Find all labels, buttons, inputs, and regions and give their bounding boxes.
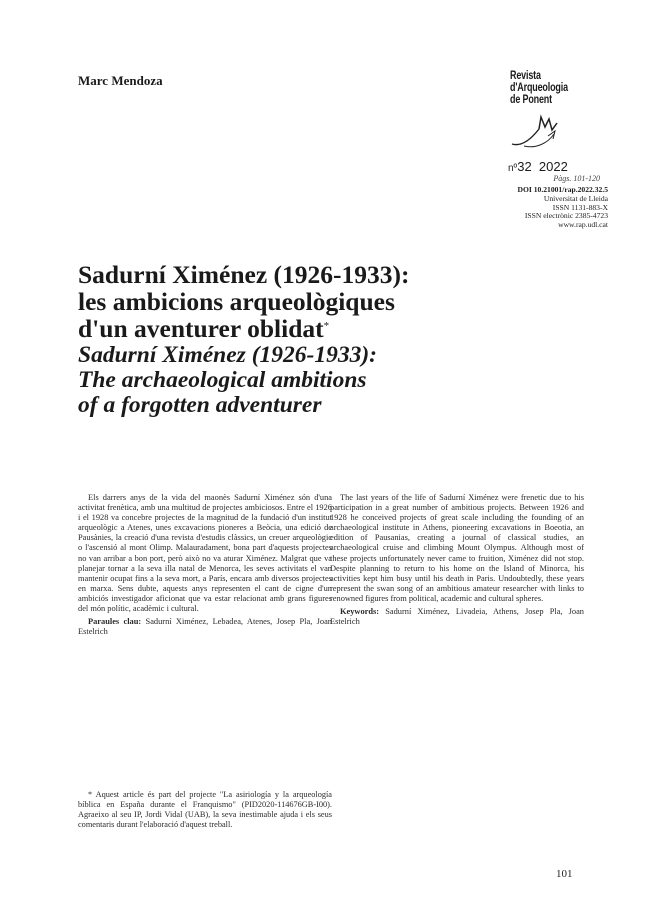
website-link[interactable]: www.rap.udl.cat (558, 220, 608, 230)
page-number: 101 (556, 868, 573, 880)
issn: ISSN 1131-883-X (552, 202, 608, 212)
title-line: The archaeological ambitions (78, 367, 367, 393)
issue-year: 2022 (538, 159, 568, 174)
keywords-label: Paraules clau: (88, 617, 142, 627)
abstract-text: Els darrers anys de la vida del maonès Sadurní Ximénez són d'una activitat frenètica, amb una multitud de projectes ambiciosos. Entre el 1926 i el 1928 va concebre projectes de la magnitud de la fundació d'un institut arqueològic a Atenes, unes excavacions pioneres a Beòcia, una edició de Pausànies, la creació d'una revista d'estudis clàssics, un creuer arqueològic o l'ascensió al mont Olimp. Malauradament, bona part d'aquests projectes no van arribar a bon port, però això no va aturar Ximénez. Malgrat que va planejar tornar a la seva illa natal de Menorca, les seves activitats el van mantenir ocupat fins a la seva mort, a París, encara amb diversos projectes en marxa. Sens dubte, aquests anys representen el cant de cigne d'un ambiciós investigador aficionat que va estar relacionat amb grans figures del món polític, acadèmic i cultural. (78, 493, 332, 614)
title-catalan (78, 261, 518, 342)
abstract-text: The last years of the life of Sadurní Ximénez were frenetic due to his participation in a great number of ambitious projects. Between 1926 and 1928 he conceived projects of great scale including the founding of an archaeological institute in Athens, pioneering excavations in Boeotia, an edition of Pausanias, creating a journal of classical studies, an archaeological cruise and climbing Mount Olympus. Although most of these projects unfortunately never came to fruition, Ximénez did not stop. Despite planning to return to his home on the Island of Minorca, his activities kept him busy until his death in Paris. Undoubtedly, these years represent the swan song of an ambitious amateur researcher with links to renowned figures from political, academic and cultural spheres. (330, 493, 584, 603)
doi-link[interactable]: DOI 10.21001/rap.2022.32.5 (517, 185, 608, 194)
title-english (78, 343, 518, 418)
keywords-list: Sadurní Ximénez, Lebadea, Atenes, Josep Pla, Joan Estelrich (78, 617, 332, 637)
footnote-marker[interactable]: * (323, 320, 330, 332)
issue-number: 32 (517, 159, 532, 174)
journal-name-line: Revista (510, 70, 541, 82)
page-range: Pàgs. 101-120 (553, 174, 600, 183)
keywords-catalan (78, 617, 332, 637)
issue-prefix: nº (508, 163, 518, 174)
title-line: d'un aventurer oblidat (78, 314, 324, 343)
title-line: of a forgotten adventurer (78, 392, 322, 418)
author-name: Marc Mendoza (78, 73, 163, 88)
title-line: Sadurní Ximénez (1926-1933): (78, 260, 410, 289)
publisher: Universitat de Lleida (543, 193, 608, 203)
keywords-english (330, 607, 584, 627)
journal-name (510, 70, 580, 106)
title-line: les ambicions arqueològiques (78, 287, 395, 316)
keywords-label: Keywords: (340, 607, 380, 617)
title-line: Sadurní Ximénez (1926-1933): (78, 342, 377, 368)
journal-name-line: d'Arqueologia (510, 82, 568, 94)
issn-electronic: ISSN electrònic 2385-4723 (524, 211, 608, 221)
journal-name-line: de Ponent (510, 94, 552, 106)
keywords-list: Sadurní Ximénez, Livadeia, Athens, Josep Pla, Joan Estelrich (330, 607, 584, 627)
footnote: * Aquest article és part del projecte "La asiriología y la arqueología bíblica en España durante el Franquismo" (PID2020-114676GB-I00). Agraeixo al seu IP, Jordi Vidal (UAB), la seva inestimable ajuda i els seus comentaris durant l'elaboració d'aquest treball. (78, 790, 332, 829)
publication-meta (518, 186, 609, 230)
abstract-catalan (78, 493, 332, 637)
journal-logo-icon (508, 114, 568, 154)
abstract-english (330, 493, 584, 627)
issue-line (508, 159, 568, 174)
